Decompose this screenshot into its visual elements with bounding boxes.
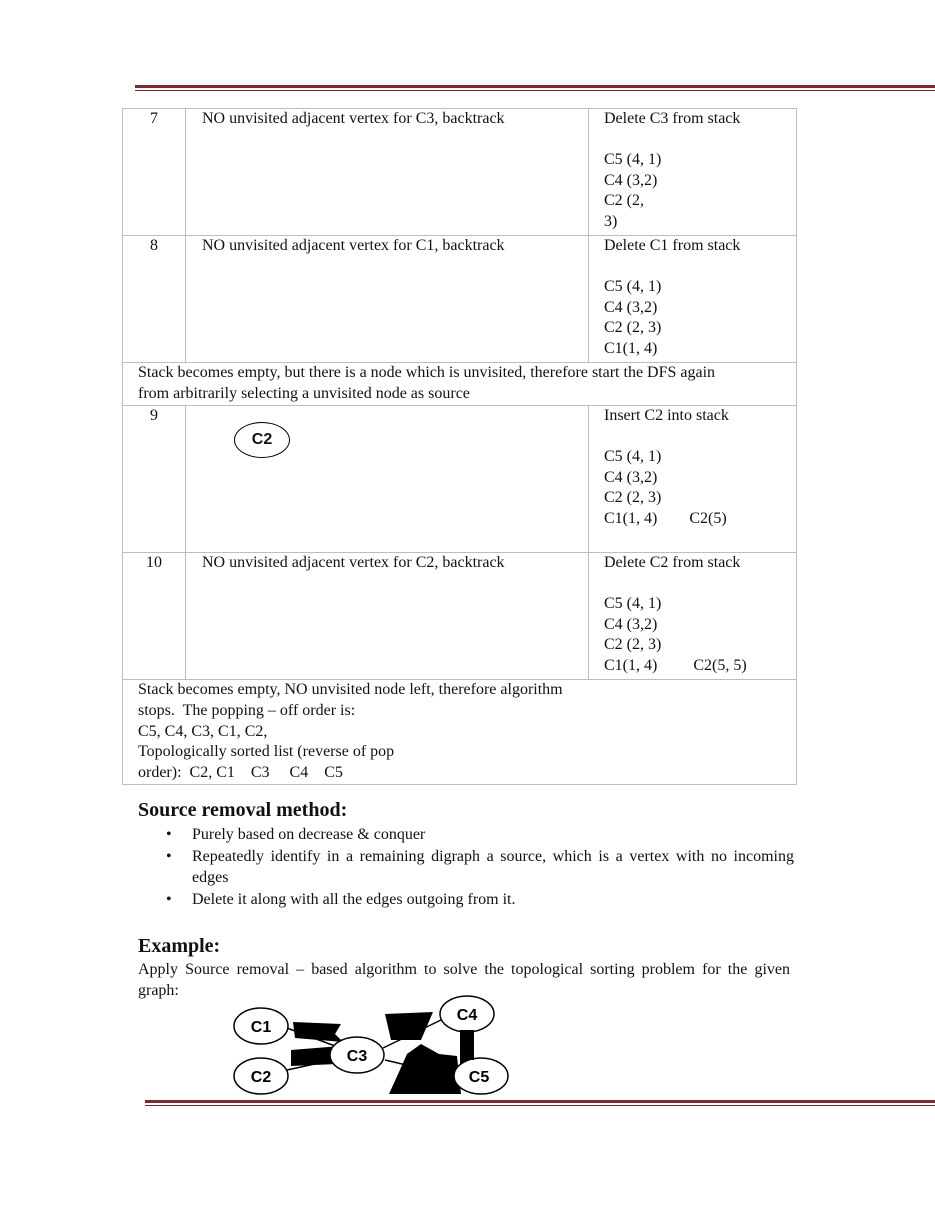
step-description: NO unvisited adjacent vertex for C3, backtrack xyxy=(186,109,589,236)
arrowhead-blob xyxy=(293,1022,343,1042)
step-graph-cell xyxy=(186,406,589,553)
step-number: 10 xyxy=(123,553,186,680)
bullet-icon: • xyxy=(166,891,172,908)
stack-action: Insert C2 into stack xyxy=(604,407,729,424)
stack-cell xyxy=(589,236,797,363)
stack-cell xyxy=(589,553,797,680)
list-item-text: Purely based on decrease & conquer xyxy=(192,826,426,843)
arrowhead-blob xyxy=(389,1044,461,1094)
stack-entry: C1(1, 4) xyxy=(604,340,658,358)
example-text: Apply Source removal – based algorithm to solve the topological sorting problem for the given graph: xyxy=(138,961,790,999)
stack-entry: C2 (2, 3) xyxy=(604,319,662,337)
stack-entry: C5 (4, 1) xyxy=(604,447,662,465)
example-graph xyxy=(225,990,525,1098)
stack-entry: C5 (4, 1) xyxy=(604,150,662,168)
arrowhead-blob xyxy=(385,1012,433,1040)
bullet-icon: • xyxy=(166,826,172,843)
step-number: 7 xyxy=(123,109,186,236)
stack-action: Delete C1 from stack xyxy=(604,237,741,254)
stack-entry: C4 (3,2) xyxy=(604,171,658,189)
bullet-icon: • xyxy=(166,848,172,865)
table-row-note xyxy=(123,363,797,406)
stack-entry: C2 (2, xyxy=(604,192,644,210)
stack-entry: C1(1, 4) C2(5) xyxy=(604,510,727,528)
table-row xyxy=(123,553,797,680)
note-line: C5, C4, C3, C1, C2, xyxy=(138,722,268,740)
header-rule xyxy=(135,85,935,91)
dfs-trace-table xyxy=(122,108,797,785)
step-description: NO unvisited adjacent vertex for C1, backtrack xyxy=(186,236,589,363)
note-line: Stack becomes empty, NO unvisited node left, therefore algorithm xyxy=(138,681,563,698)
node-label-c2: C2 xyxy=(250,1069,272,1086)
node-label-c1: C1 xyxy=(250,1019,272,1036)
table-row-note xyxy=(123,680,797,785)
source-removal-heading: Source removal method: xyxy=(138,799,348,821)
note-line: Topologically sorted list (reverse of pop xyxy=(138,743,395,761)
table-row xyxy=(123,236,797,363)
stack-entry: C4 (3,2) xyxy=(604,615,658,633)
stack-entry: C5 (4, 1) xyxy=(604,277,662,295)
stack-cell xyxy=(589,109,797,236)
stack-entry: C2 (2, 3) xyxy=(604,489,662,507)
node-label-c5: C5 xyxy=(468,1069,490,1086)
stack-entry: C4 (3,2) xyxy=(604,468,658,486)
stack-entry: C2 (2, 3) xyxy=(604,636,662,654)
step-number: 9 xyxy=(123,406,186,553)
footer-rule xyxy=(145,1100,935,1106)
stack-entry: 3) xyxy=(604,213,618,231)
stack-action: Delete C2 from stack xyxy=(604,554,741,571)
step-number: 8 xyxy=(123,236,186,363)
stack-entry: C1(1, 4) C2(5, 5) xyxy=(604,657,747,675)
example-heading: Example: xyxy=(138,935,221,957)
list-item xyxy=(138,846,794,888)
stack-action: Delete C3 from stack xyxy=(604,110,741,127)
node-label-c4: C4 xyxy=(456,1007,478,1024)
list-item xyxy=(138,824,794,845)
note-line: stops. The popping – off order is: xyxy=(138,701,356,719)
note-line: order): C2, C1 C3 C4 C5 xyxy=(138,764,343,782)
list-item xyxy=(138,889,794,910)
final-note xyxy=(123,680,797,785)
list-item-text: Delete it along with all the edges outgoing from it. xyxy=(192,891,516,908)
table-row xyxy=(123,406,797,553)
restart-note: Stack becomes empty, but there is a node which is unvisited, therefore start the DFS again from arbitrarily selecting a unvisited node as source xyxy=(123,363,797,406)
step-description: NO unvisited adjacent vertex for C2, backtrack xyxy=(186,553,589,680)
list-item-text: Repeatedly identify in a remaining digraph a source, which is a vertex with no incoming edges xyxy=(192,848,794,886)
source-removal-list xyxy=(138,824,794,911)
table-row xyxy=(123,109,797,236)
node-label-c3: C3 xyxy=(346,1048,368,1065)
stack-cell xyxy=(589,406,797,553)
graph-node-c2: C2 xyxy=(234,422,290,458)
stack-entry: C5 (4, 1) xyxy=(604,594,662,612)
stack-entry: C4 (3,2) xyxy=(604,298,658,316)
